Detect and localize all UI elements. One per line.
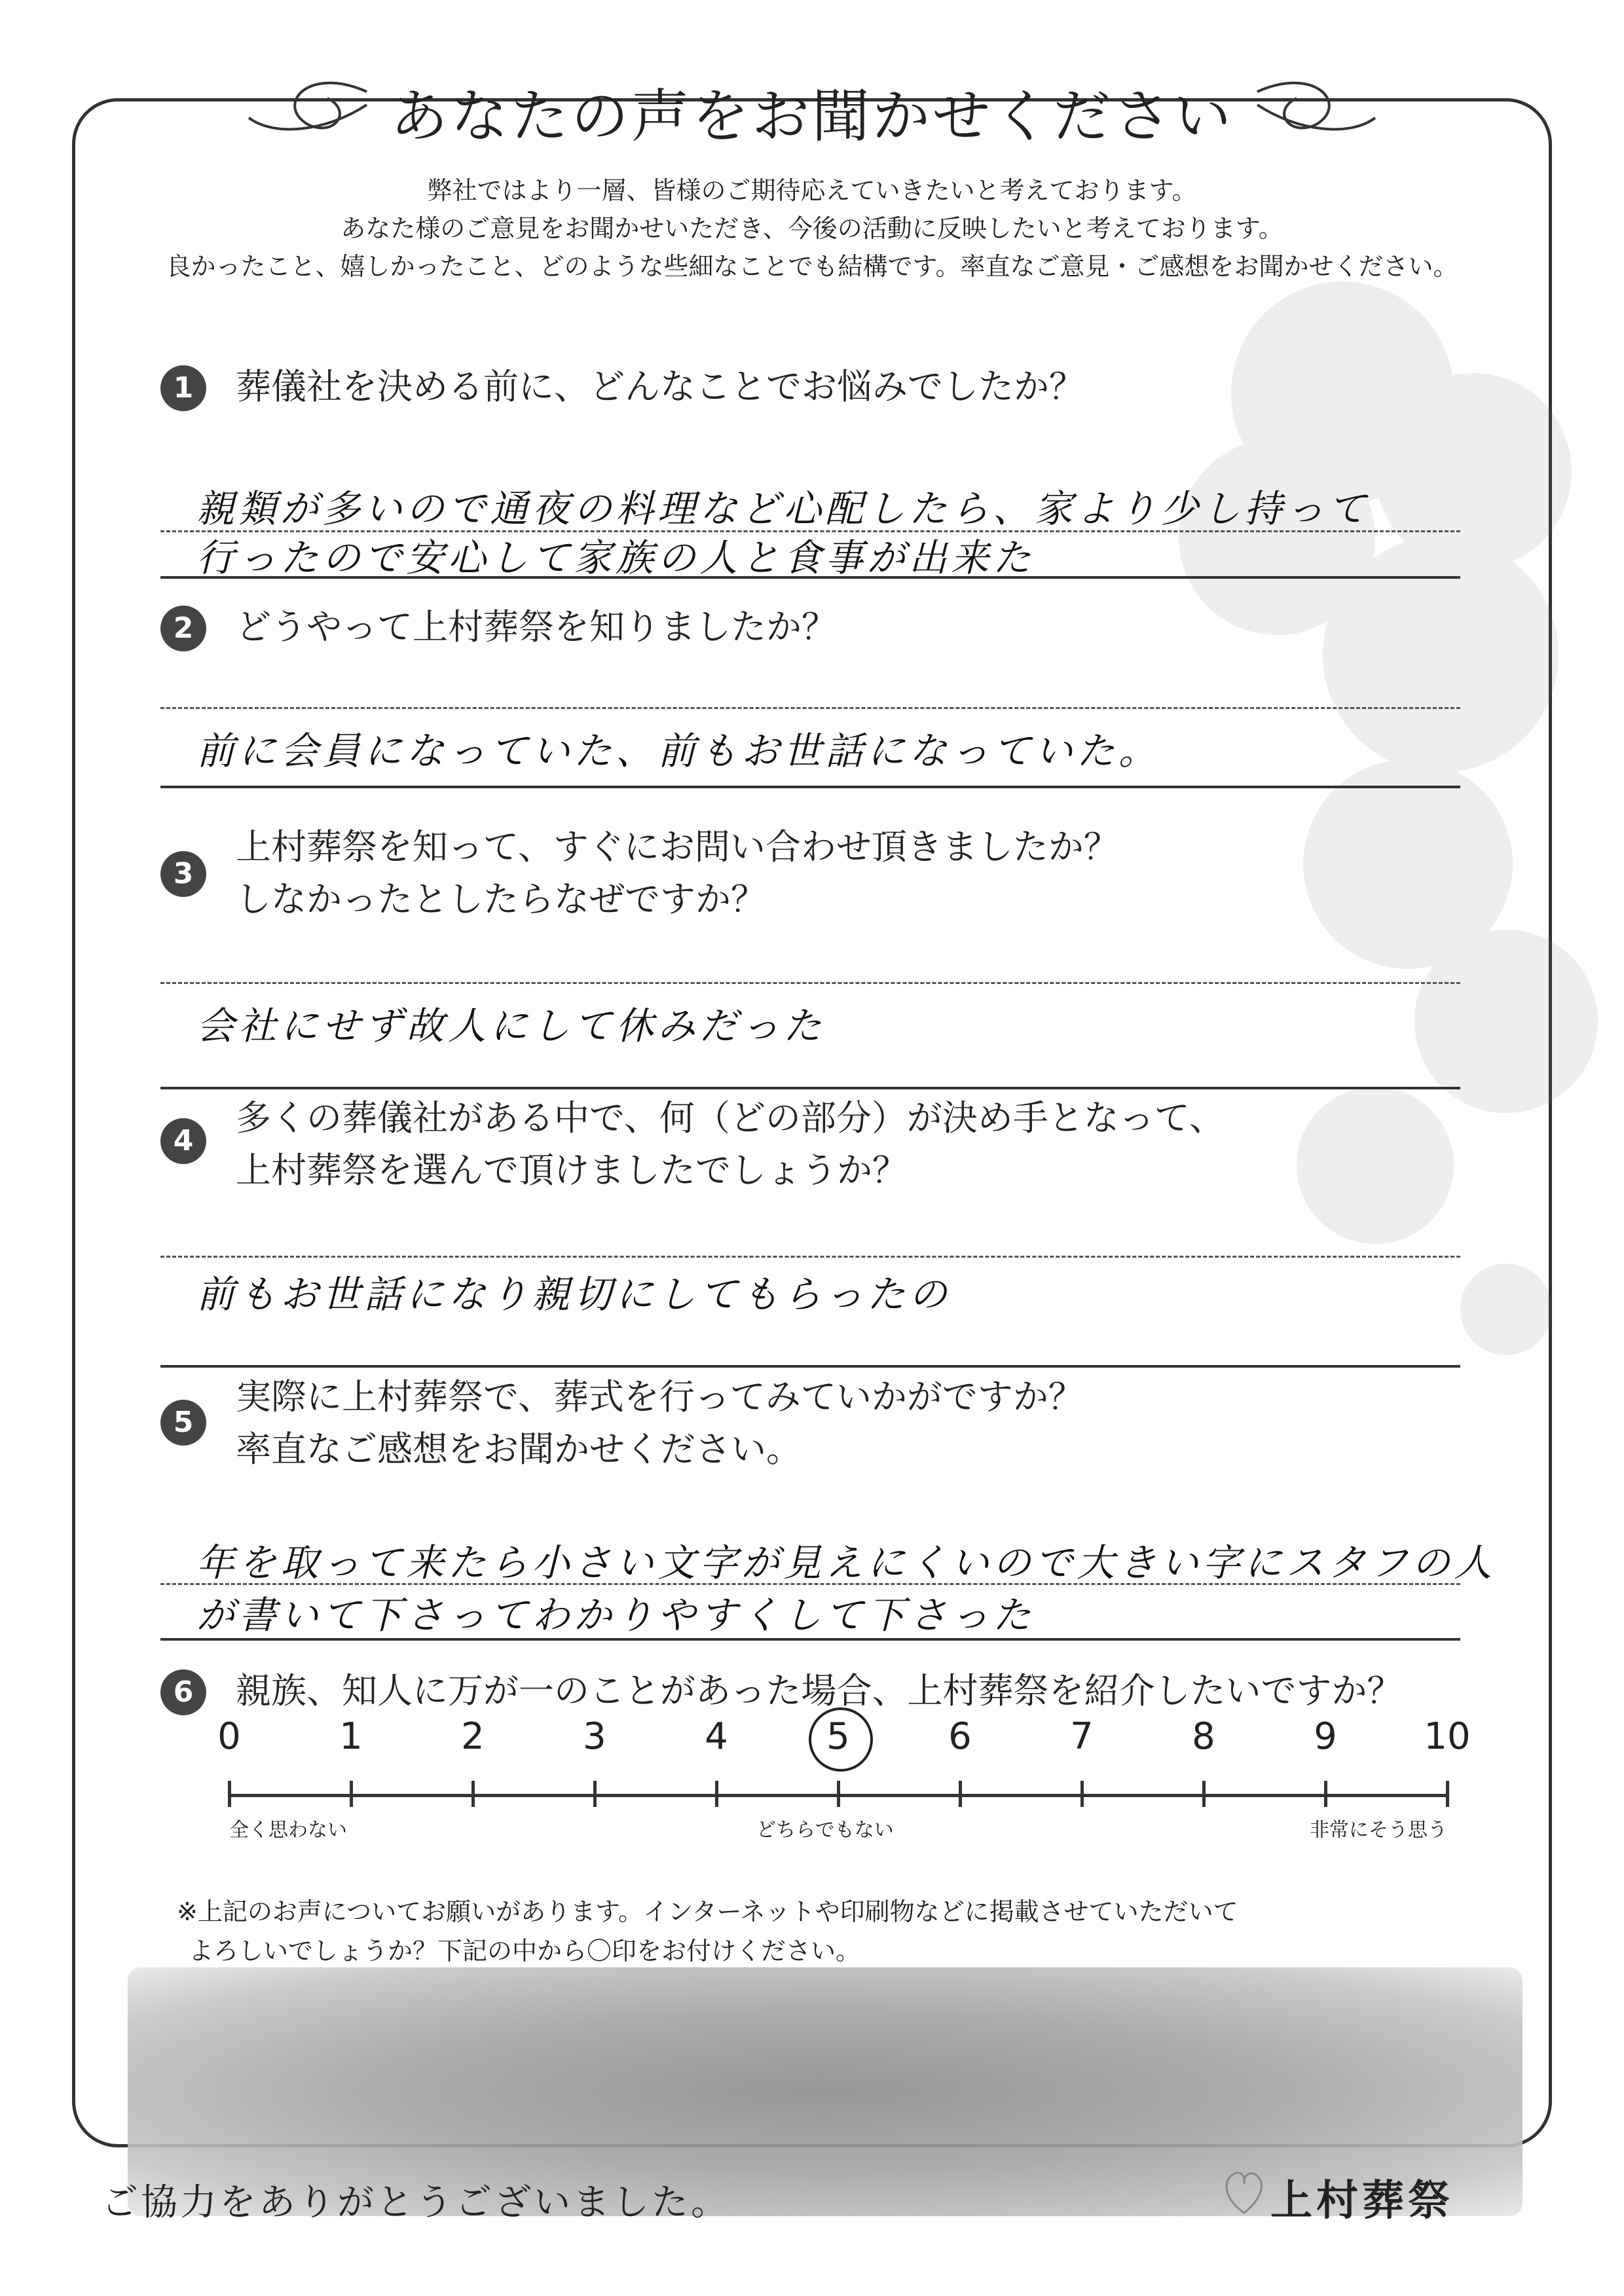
answer-2-dash-rule: [160, 707, 1460, 709]
scale-tick-1: [350, 1781, 353, 1807]
answer-4-solid-rule: [160, 1365, 1460, 1368]
scale-tick-3: [593, 1781, 597, 1807]
scale-option-4[interactable]: 4: [705, 1715, 728, 1758]
scale-label-high: 非常にそう思う: [1310, 1819, 1447, 1842]
rating-scale[interactable]: [217, 1715, 1471, 1859]
scale-option-1[interactable]: 1: [339, 1715, 363, 1758]
publication-note: [177, 1892, 1238, 1971]
logo-flourish-icon: [1218, 2160, 1270, 2219]
question-4-text-line-1: 多くの葬儀社がある中で、何（どの部分）が決め手となって、: [236, 1097, 1225, 1139]
question-number-4: 4: [160, 1118, 206, 1164]
scale-option-2[interactable]: 2: [461, 1715, 485, 1758]
intro-line: あなた様のご意見をお聞かせいただき、今後の活動に反映したいと考えております。: [341, 214, 1283, 243]
scale-tick-7: [1080, 1781, 1084, 1807]
answer-5-line-1: 年を取って来たら小さい文字が見えにくいので大きい字にスタフの人: [196, 1540, 1496, 1585]
scale-option-9[interactable]: 9: [1314, 1715, 1337, 1758]
scale-option-7[interactable]: 7: [1070, 1715, 1094, 1758]
scale-option-10[interactable]: 10: [1424, 1715, 1471, 1758]
question-1-text: 葬儀社を決める前に、どんなことでお悩みでしたか？: [236, 366, 1084, 407]
question-5-text-line-1: 実際に上村葬祭で、葬式を行ってみていかがですか？: [236, 1376, 1084, 1417]
intro-text: [0, 172, 1624, 285]
answer-2-solid-rule: [160, 786, 1460, 788]
selected-rating-circle: [809, 1707, 873, 1772]
question-3-text-line-1: 上村葬祭を知って、すぐにお問い合わせ頂きましたか？: [236, 826, 1119, 867]
question-number-2: 2: [160, 606, 206, 651]
intro-line: 弊社ではより一層、皆様のご期待応えていきたいと考えております。: [427, 176, 1197, 205]
question-number-5: 5: [160, 1400, 206, 1446]
answer-4-line-1: 前もお世話になり親切にしてもらったの: [196, 1272, 951, 1317]
intro-line: 良かったこと、嬉しかったこと、どのような些細なことでも結構です。率直なご意見・ご感想をお聞かせください。: [166, 252, 1458, 281]
scale-tick-5: [837, 1781, 840, 1807]
scale-option-5[interactable]: 5: [826, 1715, 850, 1758]
answer-3-dash-rule: [160, 982, 1460, 984]
answer-5-solid-rule: [160, 1638, 1460, 1641]
scale-label-mid: どちらでもない: [756, 1819, 894, 1842]
thanks-text: ご協力をありがとうございました。: [101, 2181, 730, 2224]
answer-3-solid-rule: [160, 1087, 1460, 1089]
page-title: あなたの声をお聞かせください: [390, 82, 1234, 150]
answer-5-line-2: が書いて下さってわかりやすくして下さった: [196, 1593, 1035, 1637]
flower-watermark: [1179, 282, 1598, 1355]
scale-option-8[interactable]: 8: [1192, 1715, 1215, 1758]
scale-option-3[interactable]: 3: [583, 1715, 606, 1758]
question-number-6: 6: [160, 1669, 206, 1715]
question-2-text: どうやって上村葬祭を知りましたか？: [236, 606, 837, 647]
note-line: ※上記のお声についてお願いがあります。インターネットや印刷物などに掲載させていただいて: [177, 1897, 1238, 1926]
question-number-1: 1: [160, 365, 206, 411]
answer-1-solid-rule: [160, 576, 1460, 579]
question-6-text: 親族、知人に万が一のことがあった場合、上村葬祭を紹介したいですか？: [236, 1670, 1403, 1711]
scale-label-low: 全く思わない: [229, 1819, 347, 1842]
question-5-text-line-2: 率直なご感想をお聞かせください。: [236, 1429, 802, 1470]
scale-tick-2: [471, 1781, 475, 1807]
scale-tick-9: [1324, 1781, 1327, 1807]
answer-3-line-1: 会社にせず故人にして休みだった: [196, 1004, 826, 1048]
scale-tick-6: [959, 1781, 962, 1807]
question-number-3: 3: [160, 851, 206, 897]
question-3-text-line-2: しなかったとしたらなぜですか？: [236, 879, 766, 920]
note-line: よろしいでしょうか？下記の中から〇印をお付けください。: [189, 1937, 861, 1965]
scale-tick-0: [228, 1781, 231, 1807]
scale-tick-8: [1202, 1781, 1206, 1807]
answer-1-line-1: 親類が多いので通夜の料理など心配したら、家より少し持って: [196, 486, 1371, 531]
answer-2-line-1: 前に会員になっていた、前もお世話になっていた。: [196, 729, 1161, 773]
scale-tick-10: [1446, 1781, 1449, 1807]
answer-1-line-2: 行ったので安心して家族の人と食事が出来た: [196, 536, 1035, 580]
answer-4-dash-rule: [160, 1256, 1460, 1258]
scale-option-0[interactable]: 0: [217, 1715, 241, 1758]
company-logo: 上村葬祭: [1270, 2177, 1454, 2225]
scale-tick-4: [715, 1781, 718, 1807]
question-4-text-line-2: 上村葬祭を選んで頂けましたでしょうか？: [236, 1150, 908, 1191]
scale-option-6[interactable]: 6: [948, 1715, 972, 1758]
